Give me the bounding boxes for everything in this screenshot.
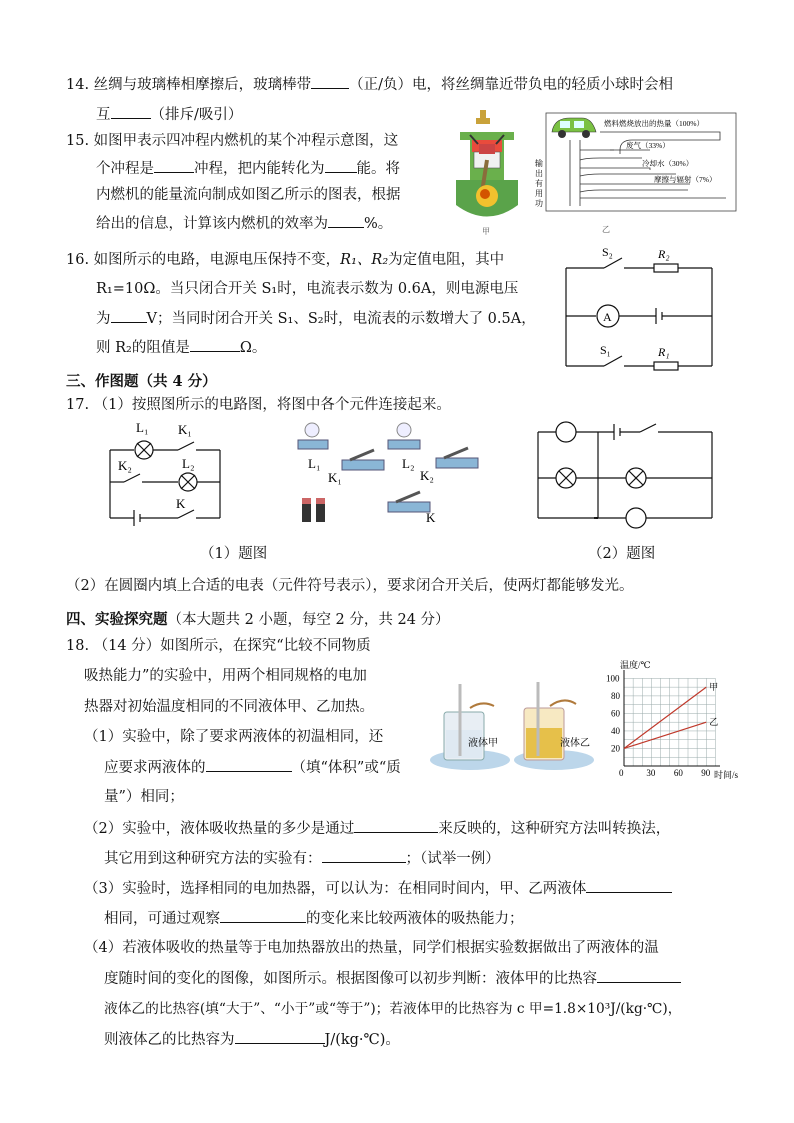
chart-y-tick: 100: [606, 673, 620, 684]
engine-diagram: [452, 110, 522, 235]
svg-text:出: 出: [535, 169, 543, 178]
svg-text:K₂: K₂: [420, 468, 434, 483]
bulb-l1-icon: [298, 423, 328, 449]
ammeter-symbol: A: [603, 310, 612, 324]
beaker-jia-label: 液体甲: [468, 738, 498, 749]
q18-p4-line1: （4）若液体吸收的热量等于电加热器放出的热量，同学们根据实验数据做出了两液体的温: [84, 940, 659, 956]
svg-text:L₂: L₂: [402, 456, 415, 471]
chart-series-line-2: [624, 722, 706, 748]
q18-blank-observe[interactable]: [220, 908, 306, 923]
q15-line2: 个冲程是 冲程，把内能转化为 能。将: [96, 158, 400, 179]
switch-k2-label: K₂: [118, 458, 132, 473]
chart-xlabel: 时间/s: [714, 770, 739, 780]
q15-line3: 内燃机的能量流向制成如图乙所示的图表，根据: [96, 187, 401, 203]
q18-p1-line2: 应要求两液体的 （填“体积”或“质: [104, 757, 401, 778]
energy-flow-diagram: [530, 110, 738, 235]
chart-y-tick: 80: [611, 690, 620, 701]
flow-friction-label: 摩擦与辐射（7%）: [654, 175, 717, 184]
q18-blank-same[interactable]: [586, 878, 672, 893]
q16-circuit: [556, 242, 726, 372]
q18-p4-line4: 则液体乙的比热容为 J/(kg·℃)。: [104, 1029, 400, 1050]
resistor-r1-label: R₁: [658, 345, 670, 359]
chart-ylabel: 温度/℃: [620, 660, 651, 670]
meter-circle-1: [556, 422, 576, 442]
chart-y-tick: 60: [611, 708, 620, 719]
flow-exhaust-label: 废气（33%）: [626, 141, 670, 150]
q18-p3-line1: （3）实验时，选择相同的电加热器，可以认为：在相同时间内，甲、乙两液体: [84, 878, 672, 899]
lamp-l1-label: L₁: [136, 420, 149, 435]
q16-line3: 为 V；当同时闭合开关 S₁、S₂时，电流表的示数增大了 0.5A，: [96, 308, 536, 329]
chart-series-line-1: [624, 687, 706, 748]
switch-k1-label: K₁: [178, 422, 192, 437]
q14-text: （正/负）电，将丝绸靠近带负电的轻质小球时会相: [349, 77, 674, 93]
section3-heading: 三、作图题（共 4 分）: [66, 373, 217, 390]
switch-k-icon: [388, 492, 430, 512]
q15-blank-efficiency[interactable]: [328, 213, 364, 228]
flow-total-label: 燃料燃烧放出的热量（100%）: [604, 119, 704, 128]
chart-y-tick: 20: [611, 743, 620, 754]
q16-line2: R₁=10Ω。当只闭合开关 S₁时，电流表示数为 0.6A，则电源电压: [96, 281, 519, 297]
q17-meter-circuit: [530, 416, 720, 532]
resistor-r2-label: R₂: [658, 247, 670, 261]
q17-circuit-diagram: [104, 418, 234, 528]
chart-series-label-2: 乙: [709, 717, 719, 728]
chart-y-tick: 40: [611, 725, 620, 736]
q18-p2-line2: 其它用到这种研究方法的实验有： ；（试举一例）: [104, 848, 500, 869]
q18-blank-quantity[interactable]: [206, 757, 292, 772]
chart-x-tick: 0: [619, 768, 624, 778]
switch-k1-icon: [342, 450, 384, 470]
q16-line1: 16. 如图所示的电路，电源电压保持不变，R₁、R₂为定值电阻，其中: [66, 252, 505, 268]
q15-blank-energy[interactable]: [325, 158, 357, 173]
q14-text: （排斥/吸引）: [150, 107, 243, 123]
q18-line1: 18. （14 分）如图所示，在探究“比较不同物质: [66, 638, 371, 654]
q18-line3: 热器对初始温度相同的不同液体甲、乙加热。: [84, 699, 374, 715]
svg-text:输: 输: [535, 159, 543, 168]
q18-blank-example[interactable]: [322, 848, 406, 863]
q14-blank-charge[interactable]: [311, 74, 349, 89]
q18-blank-indicator[interactable]: [354, 818, 438, 833]
q14-text: 互: [96, 107, 111, 123]
q17-caption2: （2）题图: [588, 546, 656, 562]
chart-series-label-1: 甲: [709, 682, 719, 693]
q16-blank-r2[interactable]: [190, 337, 240, 352]
section4-heading: 四、实验探究题（本大题共 2 小题，每空 2 分，共 24 分）: [66, 611, 450, 628]
q17-line2: （2）在圆圈内填上合适的电表（元件符号表示），要求闭合开关后，使两灯都能够发光。: [66, 578, 634, 594]
switch-k-label: K: [176, 496, 186, 511]
svg-text:有: 有: [535, 179, 543, 188]
fig-jia-label: 甲: [482, 227, 490, 235]
chart-x-tick: 90: [701, 768, 711, 778]
q18-p2-line1: （2）实验中，液体吸收热量的多少是通过 来反映的，这种研究方法叫转换法，: [84, 818, 670, 839]
switch-k2-icon: [436, 448, 478, 468]
beakers-figure: [424, 678, 600, 774]
svg-text:L₁: L₁: [308, 456, 321, 471]
bulb-l2-icon: [388, 423, 420, 449]
q18-blank-specific-heat[interactable]: [235, 1029, 325, 1044]
q17-line1: 17. （1）按照图所示的电路图，将图中各个元件连接起来。: [66, 397, 451, 413]
q18-p4-line3: 液体乙的比热容(填“大于”、“小于”或“等于”)；若液体甲的比热容为 c 甲=1.8×10³J/(kg·℃)，: [104, 1001, 682, 1017]
q15-line4: 给出的信息，计算该内燃机的效率为 %。: [96, 213, 392, 234]
chart-x-tick: 60: [673, 768, 683, 778]
q18-p1-line1: （1）实验中，除了要求两液体的初温相同，还: [84, 729, 384, 745]
flow-cooling-label: 冷却水（30%）: [642, 159, 694, 168]
flow-useful-work-label: [535, 158, 543, 208]
chart-x-tick: 30: [646, 768, 656, 778]
svg-text:功: 功: [535, 199, 543, 208]
q16-blank-voltage[interactable]: [111, 308, 147, 323]
q16-line4: 则 R₂的阻值是 Ω。: [96, 337, 266, 358]
q14-line1: [66, 74, 673, 95]
q17-components: [292, 418, 482, 528]
q14-text: 14. 丝绸与玻璃棒相摩擦后，玻璃棒带: [66, 77, 312, 93]
q18-line2: 吸热能力”的实验中，用两个相同规格的电加: [84, 668, 367, 684]
svg-text:K: K: [426, 510, 436, 525]
q18-p4-line2: 度随时间的变化的图像，如图所示。根据图像可以初步判断：液体甲的比热容: [104, 968, 681, 989]
q15-line1: 15. 如图甲表示四冲程内燃机的某个冲程示意图，这: [66, 133, 399, 149]
fig-yi-label: 乙: [602, 225, 610, 234]
q18-p3-line2: 相同，可通过观察 的变化来比较两液体的吸热能力；: [104, 908, 524, 929]
q14-line2: [96, 104, 242, 125]
q18-p1-line3: 量”）相同；: [104, 789, 184, 805]
beaker-yi-label: 液体乙: [560, 738, 590, 749]
lamp-l2-label: L₂: [182, 456, 195, 471]
meter-circle-2: [626, 508, 646, 528]
temperature-chart: [602, 658, 742, 784]
svg-text:K₁: K₁: [328, 470, 342, 485]
svg-text:用: 用: [535, 189, 543, 198]
switch-s2-label: S₂: [602, 245, 613, 259]
q17-caption1: （1）题图: [200, 546, 268, 562]
battery-icon: [302, 498, 325, 522]
q18-blank-compare[interactable]: [597, 968, 681, 983]
switch-s1-label: S₁: [600, 343, 611, 357]
q14-blank-interaction[interactable]: [111, 104, 151, 119]
q15-blank-stroke[interactable]: [154, 158, 194, 173]
